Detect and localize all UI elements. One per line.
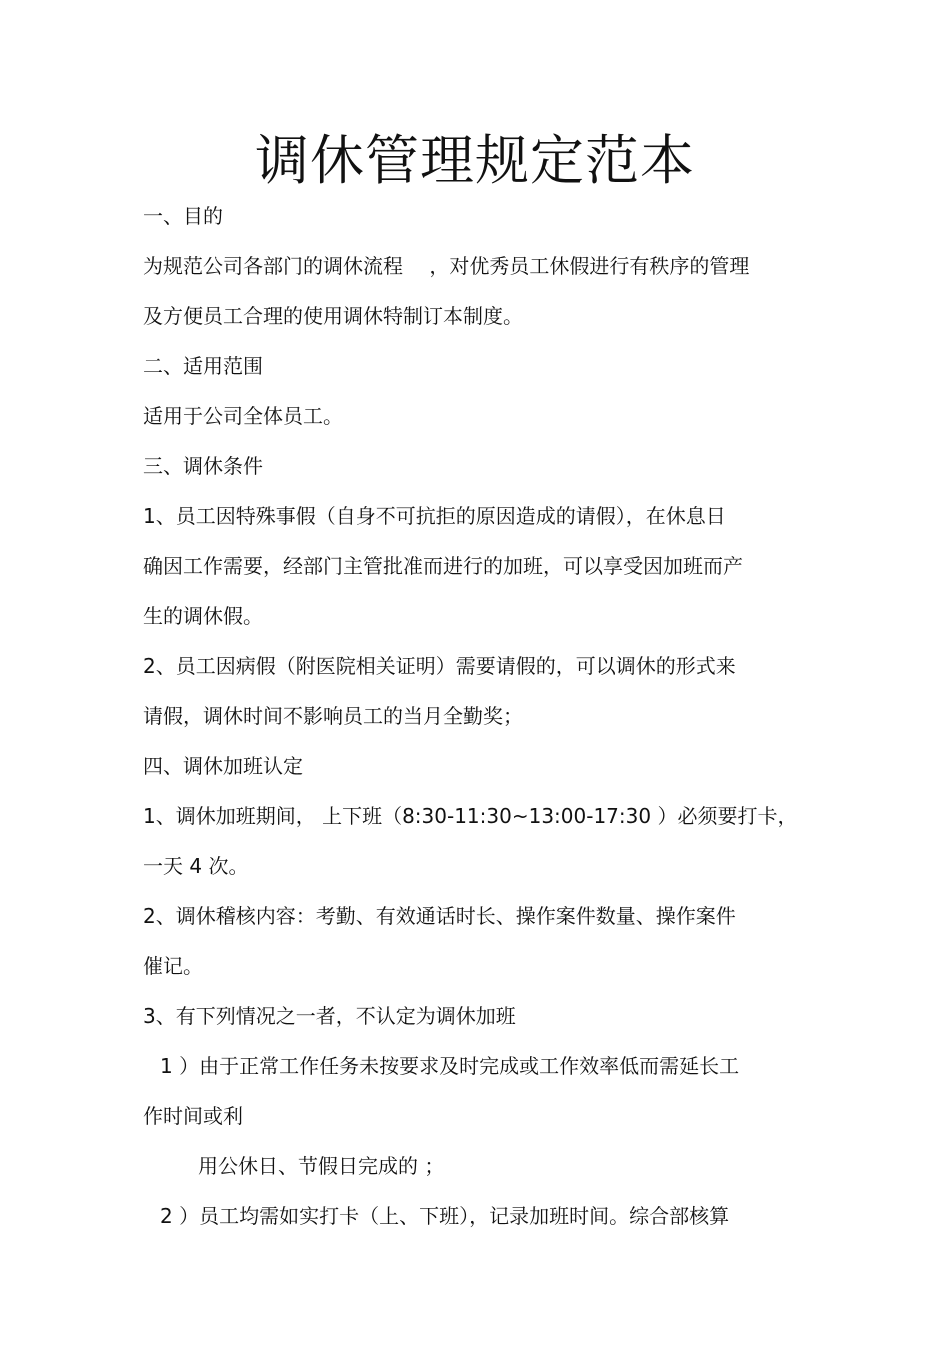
paragraph-line: 1、员工因特殊事假（自身不可抗拒的原因造成的请假），在休息日 — [143, 504, 726, 528]
document-title: 调休管理规定范本 — [255, 129, 695, 192]
paragraph-line: 作时间或利 — [143, 1104, 243, 1128]
section-heading-overtime: 四、调休加班认定 — [143, 754, 303, 778]
paragraph-line: 请假，调休时间不影响员工的当月全勤奖； — [143, 704, 523, 728]
section-heading-scope: 二、适用范围 — [143, 354, 263, 378]
paragraph-line: 及方便员工合理的使用调休特制订本制度。 — [143, 304, 523, 328]
paragraph-line: 催记。 — [143, 954, 203, 978]
paragraph-line: 为规范公司各部门的调休流程 ，对优秀员工休假进行有秩序的管理 — [143, 254, 750, 278]
list-item-line: 1 ）由于正常工作任务未按要求及时完成或工作效率低而需延长工 — [160, 1054, 740, 1078]
paragraph-line: 2、调休稽核内容：考勤、有效通话时长、操作案件数量、操作案件 — [143, 904, 736, 928]
paragraph-line: 一天 4 次。 — [143, 854, 249, 878]
section-heading-conditions: 三、调休条件 — [143, 454, 263, 478]
paragraph-line: 3、有下列情况之一者，不认定为调休加班 — [143, 1004, 516, 1028]
paragraph-line: 1、调休加班期间， 上下班（8:30-11:30~13:00-17:30 ）必须要打卡， — [143, 804, 798, 828]
paragraph-line: 适用于公司全体员工。 — [143, 404, 343, 428]
paragraph-line: 生的调休假。 — [143, 604, 263, 628]
paragraph-line: 用公休日、节假日完成的 ； — [198, 1154, 445, 1178]
list-item-line: 2 ）员工均需如实打卡（上、下班），记录加班时间。综合部核算 — [160, 1204, 730, 1228]
paragraph-line: 2、员工因病假（附医院相关证明）需要请假的，可以调休的形式来 — [143, 654, 736, 678]
paragraph-line: 确因工作需要，经部门主管批准而进行的加班，可以享受因加班而产 — [143, 554, 743, 578]
section-heading-purpose: 一、目的 — [143, 204, 223, 228]
